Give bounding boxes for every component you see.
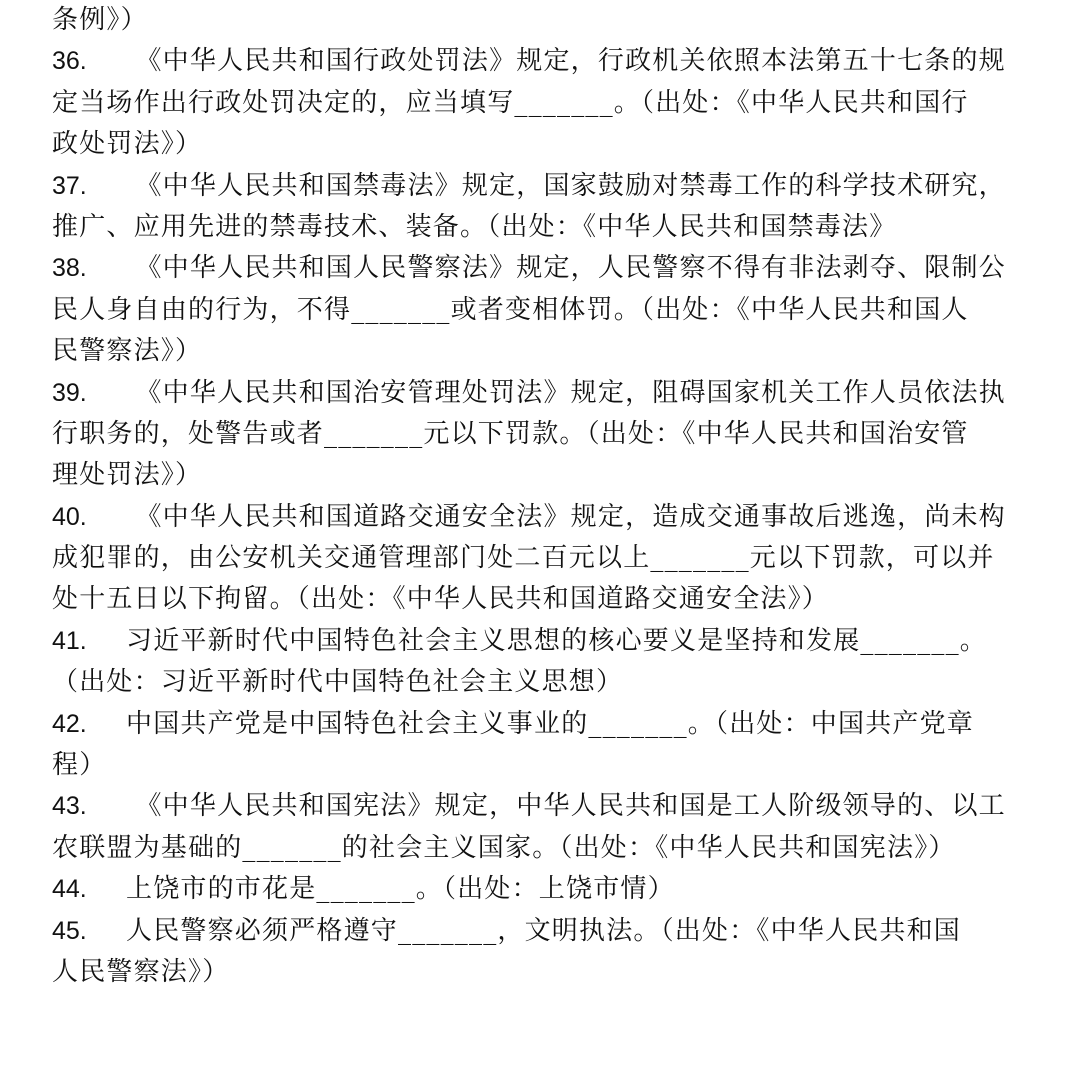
text-line (52, 828, 1027, 869)
text-line (52, 786, 1027, 827)
text-line (52, 0, 1027, 41)
question-number: 39. (52, 378, 87, 407)
line-text: 上饶市的市花是_______。（出处：上饶市情） (126, 874, 675, 905)
text-line (52, 869, 1027, 910)
text-line (52, 207, 1027, 248)
line-text: 《中华人民共和国行政处罚法》规定，行政机关依照本法第五十七条的规 (126, 46, 1006, 77)
line-text: 成犯罪的，由公安机关交通管理部门处二百元以上_______元以下罚款，可以并 (52, 543, 995, 574)
line-text: 农联盟为基础的_______的社会主义国家。（出处：《中华人民共和国宪法》） (52, 832, 956, 863)
document-page (52, 0, 1027, 993)
line-text: 人民警察必须严格遵守_______，文明执法。（出处：《中华人民共和国 (126, 915, 962, 946)
line-text: 推广、应用先进的禁毒技术、装备。（出处：《中华人民共和国禁毒法》 (52, 211, 897, 242)
text-line (52, 455, 1027, 496)
text-line (52, 248, 1027, 289)
text-line (52, 166, 1027, 207)
line-text: 政处罚法》） (52, 129, 203, 160)
text-line (52, 290, 1027, 331)
line-text: 《中华人民共和国治安管理处罚法》规定，阻碍国家机关工作人员依法执 (126, 377, 1006, 408)
text-line (52, 83, 1027, 124)
line-text: （出处：习近平新时代中国特色社会主义思想） (52, 667, 624, 698)
question-number: 36. (52, 47, 87, 76)
question-number: 45. (52, 916, 87, 945)
question-number: 42. (52, 709, 87, 738)
line-text: 中国共产党是中国特色社会主义事业的_______。（出处：中国共产党章 (126, 708, 975, 739)
text-line (52, 621, 1027, 662)
text-line (52, 538, 1027, 579)
question-number: 44. (52, 875, 87, 904)
line-text: 人民警察法》） (52, 956, 230, 987)
text-line (52, 745, 1027, 786)
line-text: 《中华人民共和国人民警察法》规定，人民警察不得有非法剥夺、限制公 (126, 253, 1006, 284)
line-text: 《中华人民共和国道路交通安全法》规定，造成交通事故后逃逸，尚未构 (126, 501, 1006, 532)
text-line (52, 124, 1027, 165)
text-line (52, 414, 1027, 455)
line-text: 程） (52, 750, 107, 781)
text-line (52, 41, 1027, 82)
question-number: 37. (52, 171, 87, 200)
line-text: 《中华人民共和国禁毒法》规定，国家鼓励对禁毒工作的科学技术研究， (126, 170, 1006, 201)
question-number: 40. (52, 502, 87, 531)
question-number: 41. (52, 626, 87, 655)
question-number: 38. (52, 254, 87, 283)
line-text: 习近平新时代中国特色社会主义思想的核心要义是坚持和发展_______。 (126, 625, 988, 656)
text-line (52, 331, 1027, 372)
question-number: 43. (52, 792, 87, 821)
line-text: 理处罚法》） (52, 460, 203, 491)
text-line (52, 497, 1027, 538)
line-text: 民警察法》） (52, 336, 203, 367)
line-text: 民人身自由的行为，不得_______或者变相体罚。（出处：《中华人民共和国人 (52, 294, 969, 325)
text-line (52, 911, 1027, 952)
line-text: 《中华人民共和国宪法》规定，中华人民共和国是工人阶级领导的、以工 (126, 791, 1006, 822)
text-line (52, 373, 1027, 414)
text-line (52, 579, 1027, 620)
line-text: 处十五日以下拘留。（出处：《中华人民共和国道路交通安全法》） (52, 584, 830, 615)
text-line (52, 662, 1027, 703)
text-line (52, 704, 1027, 745)
text-line (52, 952, 1027, 993)
line-text: 行职务的，处警告或者_______元以下罚款。（出处：《中华人民共和国治安管 (52, 418, 969, 449)
line-text: 定当场作出行政处罚决定的，应当填写_______。（出处：《中华人民共和国行 (52, 87, 969, 118)
line-text: 条例》） (52, 5, 148, 35)
